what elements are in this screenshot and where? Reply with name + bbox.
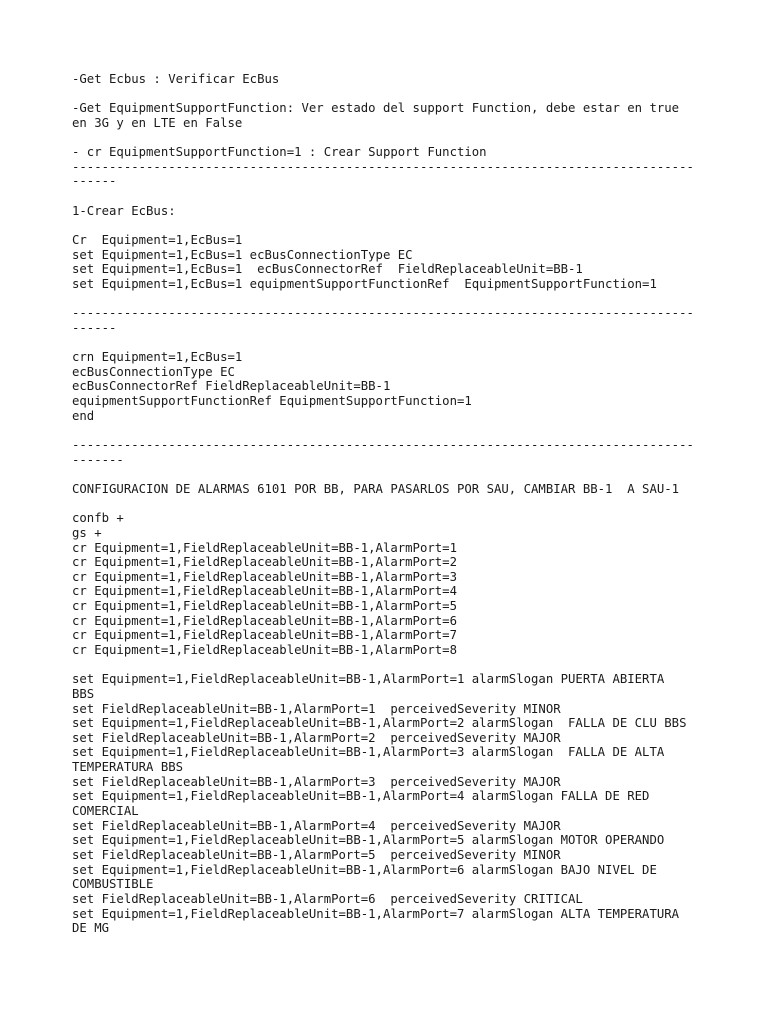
document-page	[72, 72, 702, 936]
separator-line: ------	[72, 320, 117, 335]
command-line: cr Equipment=1,FieldReplaceableUnit=BB-1,AlarmPort=6	[72, 613, 457, 628]
command-line: cr Equipment=1,FieldReplaceableUnit=BB-1,AlarmPort=3	[72, 569, 457, 584]
command-line: set FieldReplaceableUnit=BB-1,AlarmPort=5 perceivedSeverity MINOR	[72, 847, 561, 862]
separator-line: ------------------------------------------------------------------------------------	[72, 438, 694, 453]
command-line: ecBusConnectionType EC	[72, 364, 235, 379]
command-line: set Equipment=1,EcBus=1 ecBusConnectorRef FieldReplaceableUnit=BB-1	[72, 262, 583, 277]
separator-line: ------------------------------------------------------------------------------------	[72, 306, 694, 321]
separator-line: ------------------------------------------------------------------------------------	[72, 159, 694, 174]
text-line	[72, 336, 702, 351]
command-line: COMBUSTIBLE	[72, 877, 154, 892]
command-line: crn Equipment=1,EcBus=1	[72, 350, 243, 365]
command-line: cr Equipment=1,FieldReplaceableUnit=BB-1,AlarmPort=5	[72, 599, 457, 614]
command-line: cr Equipment=1,FieldReplaceableUnit=BB-1,AlarmPort=1	[72, 540, 457, 555]
text-line	[72, 292, 702, 307]
section-heading: 1-Crear EcBus:	[72, 203, 176, 218]
command-line: gs +	[72, 525, 102, 540]
text-line	[72, 497, 702, 512]
command-line: TEMPERATURA BBS	[72, 760, 184, 775]
command-line: set Equipment=1,FieldReplaceableUnit=BB-1,AlarmPort=7 alarmSlogan ALTA TEMPERATURA	[72, 906, 680, 921]
command-line: cr Equipment=1,FieldReplaceableUnit=BB-1,AlarmPort=2	[72, 555, 457, 570]
command-line: end	[72, 408, 95, 423]
command-line: DE MG	[72, 921, 110, 936]
command-line: set FieldReplaceableUnit=BB-1,AlarmPort=2 perceivedSeverity MAJOR	[72, 730, 561, 745]
command-line: confb +	[72, 511, 124, 526]
command-line: set Equipment=1,FieldReplaceableUnit=BB-1,AlarmPort=3 alarmSlogan FALLA DE ALTA	[72, 745, 665, 760]
command-line: cr Equipment=1,FieldReplaceableUnit=BB-1,AlarmPort=4	[72, 584, 457, 599]
text-line: en 3G y en LTE en False	[72, 115, 243, 130]
text-line	[72, 467, 702, 482]
text-line	[72, 658, 702, 673]
text-line	[72, 131, 702, 146]
command-line: cr Equipment=1,FieldReplaceableUnit=BB-1,AlarmPort=7	[72, 628, 457, 643]
command-line: set FieldReplaceableUnit=BB-1,AlarmPort=1 perceivedSeverity MINOR	[72, 701, 561, 716]
command-line: equipmentSupportFunctionRef EquipmentSupportFunction=1	[72, 394, 472, 409]
command-line: COMERCIAL	[72, 804, 139, 819]
command-line: set Equipment=1,EcBus=1 ecBusConnectionType EC	[72, 247, 413, 262]
command-line: set Equipment=1,FieldReplaceableUnit=BB-1,AlarmPort=6 alarmSlogan BAJO NIVEL DE	[72, 862, 657, 877]
separator-line: ------	[72, 174, 117, 189]
text-line: -Get Ecbus : Verificar EcBus	[72, 72, 280, 86]
text-line	[72, 423, 702, 438]
separator-line: -------	[72, 452, 124, 467]
command-line: set Equipment=1,FieldReplaceableUnit=BB-1,AlarmPort=2 alarmSlogan FALLA DE CLU BBS	[72, 716, 687, 731]
command-line: set Equipment=1,FieldReplaceableUnit=BB-1,AlarmPort=1 alarmSlogan PUERTA ABIERTA	[72, 672, 665, 687]
text-line	[72, 189, 702, 204]
text-line	[72, 87, 702, 102]
command-line: set Equipment=1,EcBus=1 equipmentSupportFunctionRef EquipmentSupportFunction=1	[72, 276, 657, 291]
command-line: set Equipment=1,FieldReplaceableUnit=BB-1,AlarmPort=5 alarmSlogan MOTOR OPERANDO	[72, 833, 665, 848]
command-line: set FieldReplaceableUnit=BB-1,AlarmPort=4 perceivedSeverity MAJOR	[72, 818, 561, 833]
text-line: - cr EquipmentSupportFunction=1 : Crear Support Function	[72, 145, 487, 160]
command-line: set Equipment=1,FieldReplaceableUnit=BB-1,AlarmPort=4 alarmSlogan FALLA DE RED	[72, 789, 650, 804]
text-line: -Get EquipmentSupportFunction: Ver estado del support Function, debe estar en true	[72, 101, 680, 116]
command-line: Cr Equipment=1,EcBus=1	[72, 233, 243, 248]
command-line: ecBusConnectorRef FieldReplaceableUnit=BB-1	[72, 379, 391, 394]
command-line: BBS	[72, 686, 95, 701]
command-line: cr Equipment=1,FieldReplaceableUnit=BB-1,AlarmPort=8	[72, 642, 457, 657]
command-line: set FieldReplaceableUnit=BB-1,AlarmPort=3 perceivedSeverity MAJOR	[72, 774, 561, 789]
command-line: set FieldReplaceableUnit=BB-1,AlarmPort=6 perceivedSeverity CRITICAL	[72, 891, 583, 906]
text-line	[72, 218, 702, 233]
section-heading: CONFIGURACION DE ALARMAS 6101 POR BB, PARA PASARLOS POR SAU, CAMBIAR BB-1 A SAU-1	[72, 481, 680, 496]
